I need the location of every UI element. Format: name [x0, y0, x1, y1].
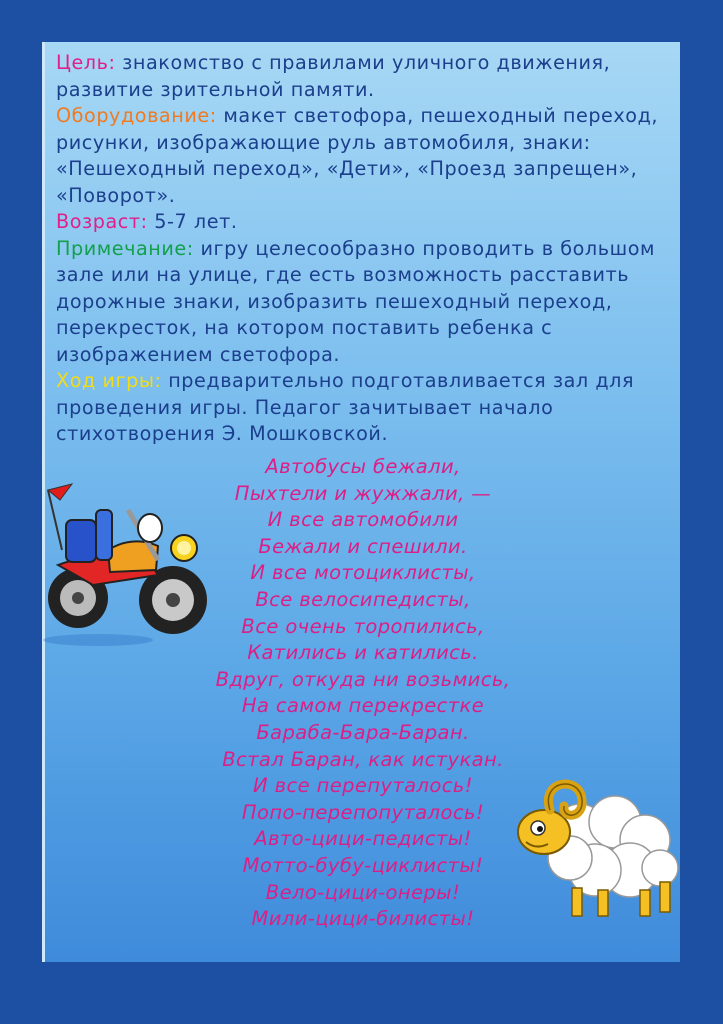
poem-line: Встал Баран, как истукан. — [222, 747, 504, 771]
note-text: игру целесообразно проводить в большом зале или на улице, где есть возможность расставить дорожные знаки, изобразить пешеходный переход, перекресток, на котором поставить ребенка с изображением светофора. — [56, 236, 656, 366]
equipment-text: макет светофора, пешеходный переход, рисунки, изображающие руль автомобиля, знаки: «Пешеходный переход», «Дети», «Проезд запрещен», «Поворот». — [56, 104, 659, 207]
ram-icon — [510, 770, 690, 925]
poem-line: Катились и катились. — [247, 641, 479, 665]
game-label: Ход игры: — [56, 369, 162, 392]
poem-line: Бараба-Бара-Баран. — [256, 720, 470, 744]
poem — [200, 454, 526, 933]
note-label: Примечание: — [56, 236, 194, 260]
poem-line: Вдруг, откуда ни возьмись, — [215, 667, 511, 691]
poem-line: Все очень торопились, — [241, 614, 485, 638]
poem-line: Пыхтели и жужжали, — — [234, 481, 492, 505]
age-label: Возраст: — [56, 210, 148, 233]
poem-line: Мотто-бубу-циклисты! — [242, 853, 484, 877]
poem-line: На самом перекрестке — [241, 694, 485, 718]
game-text: предварительно подготавливается зал для проведения игры. Педагог зачитывает начало стихотворения Э. Мошковской. — [56, 369, 635, 445]
equipment-label: Оборудование: — [56, 104, 217, 127]
poem-line: И все мотоциклисты, — [250, 561, 476, 585]
instructions-text — [56, 50, 668, 448]
poem-line: Автобусы бежали, — [265, 455, 461, 478]
goal-text: знакомство с правилами уличного движения, развитие зрительной памяти. — [56, 51, 611, 101]
poem-line: И все автомобили — [267, 508, 459, 532]
poem-line: И все перепуталось! — [253, 774, 473, 798]
poem-line: Вело-цици-онеры! — [265, 880, 461, 904]
poem-line: Попо-перепопуталось! — [241, 800, 485, 824]
age-paragraph — [56, 209, 668, 236]
goal-paragraph — [56, 50, 668, 103]
goal-label: Цель: — [56, 51, 116, 74]
game-paragraph — [56, 368, 668, 448]
poem-line: Все велосипедисты, — [255, 587, 471, 611]
poem-line: Авто-цици-педисты! — [254, 827, 472, 851]
note-paragraph — [56, 236, 668, 369]
motorcycle-icon — [38, 480, 218, 650]
age-text: 5-7 лет. — [147, 210, 238, 233]
poem-line: Бежали и спешили. — [258, 534, 468, 558]
poem-line: Мили-цици-билисты! — [251, 907, 475, 931]
equipment-paragraph — [56, 103, 668, 209]
